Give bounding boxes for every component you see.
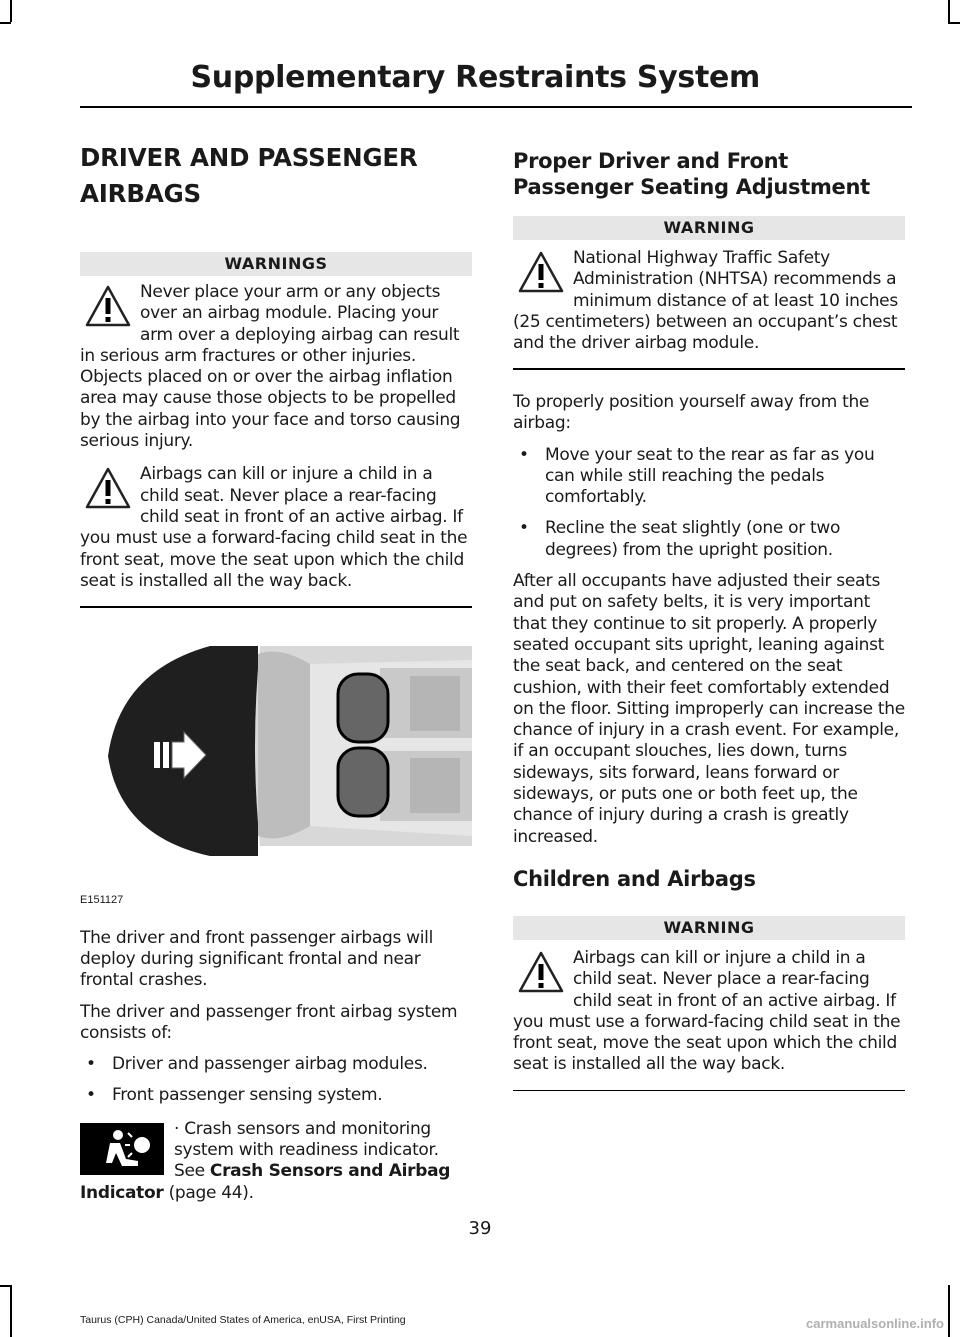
section-heading: Children and Airbags <box>513 866 756 891</box>
heading-line: DRIVER AND PASSENGER <box>80 143 418 172</box>
page-number: 39 <box>468 1218 492 1239</box>
right-column <box>513 140 905 1091</box>
indicator-text: · Crash sensors and monitoring system with readiness indicator. See <box>174 1118 439 1182</box>
warning-block <box>513 948 905 1076</box>
paragraph: After all occupants have adjusted their seats and put on safety belts, it is very important that they continue to sit properly. A properly seated occupant sits upright, leaning against the seat back, and centered on the seat cushion, with their feet comfortably extended on the floor. Sitting improperly can increase the chance of injury in a crash event. For example, if an occupant slouches, lies down, turns sideways, sits forward, leans forward or sideways, or puts one or both feet up, the chance of injury during a crash is greatly increased. <box>513 571 905 847</box>
crop-mark <box>10 0 12 22</box>
warning-block <box>513 248 905 354</box>
warnings-bar: WARNINGS <box>80 252 472 276</box>
bullet-item <box>513 518 905 561</box>
bullet-text: Recline the seat slightly (one or two degrees) from the upright position. <box>545 518 841 560</box>
crop-mark <box>948 22 960 24</box>
bullet-text: Front passenger sensing system. <box>112 1085 383 1106</box>
bullet-item <box>80 1085 472 1106</box>
warning-bar: WARNING <box>513 916 905 940</box>
page-header-title: Supplementary Restraints System <box>190 60 760 95</box>
bullet-item <box>513 445 905 509</box>
section-heading <box>80 140 472 212</box>
cross-reference-link[interactable]: Crash Sensors and Airbag Indicator <box>80 1161 451 1203</box>
warning-block <box>80 282 472 452</box>
watermark: carmanualsonline.info <box>806 1316 944 1331</box>
warning-block <box>80 464 472 592</box>
warning-triangle-icon <box>84 466 132 510</box>
warning-triangle-icon <box>84 284 132 328</box>
heading-line: AIRBAGS <box>80 179 201 208</box>
footer-text: Taurus (CPH) Canada/United States of America, enUSA, First Printing <box>80 1314 406 1326</box>
airbag-indicator-icon <box>80 1123 164 1175</box>
warning-text: National Highway Traffic Safety Administration (NHTSA) recommends a minimum distance of at least 10 inches (25 centimeters) between an occupant’s chest and the driver airbag module. <box>513 248 898 354</box>
bullet-text: Move your seat to the rear as far as you can while still reaching the pedals comfortably. <box>545 444 875 508</box>
paragraph: The driver and front passenger airbags will deploy during significant frontal and near frontal crashes. <box>80 927 434 991</box>
crop-mark <box>10 1285 12 1337</box>
header-rule <box>80 106 912 108</box>
warning-bar: WARNING <box>513 216 905 240</box>
warning-text: Airbags can kill or injure a child in a child seat. Never place a rear-facing child seat in front of an active airbag. If you must use a forward-facing child seat in the front seat, move the seat upon which the child seat is installed all the way back. <box>80 464 468 591</box>
paragraph: The driver and passenger front airbag system consists of: <box>80 1001 458 1043</box>
indicator-paragraph <box>80 1119 472 1204</box>
paragraph: To properly position yourself away from the airbag: <box>513 391 870 434</box>
bullet-text: Driver and passenger airbag modules. <box>112 1054 428 1075</box>
bullet-dot: • <box>86 1054 96 1075</box>
warning-text: Airbags can kill or injure a child in a child seat. Never place a rear-facing child seat in front of an active airbag. If you must use a forward-facing child seat in the front seat, move the seat upon which the child seat is installed all the way back. <box>513 947 901 1075</box>
section-heading: Proper Driver and Front Passenger Seating Adjustment <box>513 149 870 199</box>
crop-mark <box>948 0 950 22</box>
bullet-dot: • <box>519 518 529 539</box>
crop-mark <box>948 1285 950 1337</box>
left-column <box>80 140 472 1204</box>
bullet-dot: • <box>519 444 529 465</box>
bullet-dot: • <box>86 1085 96 1106</box>
crop-mark <box>0 1285 11 1287</box>
car-airbag-illustration <box>80 616 472 886</box>
figure-code: E151127 <box>80 893 124 906</box>
page-reference: (page 44). <box>163 1182 254 1203</box>
airbag-deployment-figure <box>80 616 472 906</box>
section-rule <box>513 1090 905 1092</box>
crop-mark <box>0 22 11 24</box>
warning-triangle-icon <box>517 250 565 294</box>
warning-triangle-icon <box>517 950 565 994</box>
bullet-item <box>80 1054 472 1075</box>
warning-text: Never place your arm or any objects over an airbag module. Placing your arm over a deploying airbag can result in serious arm fractures or other injuries. Objects placed on or over the airbag inflation area may cause those objects to be propelled by the airbag into your face and torso causing serious injury. <box>80 282 461 452</box>
